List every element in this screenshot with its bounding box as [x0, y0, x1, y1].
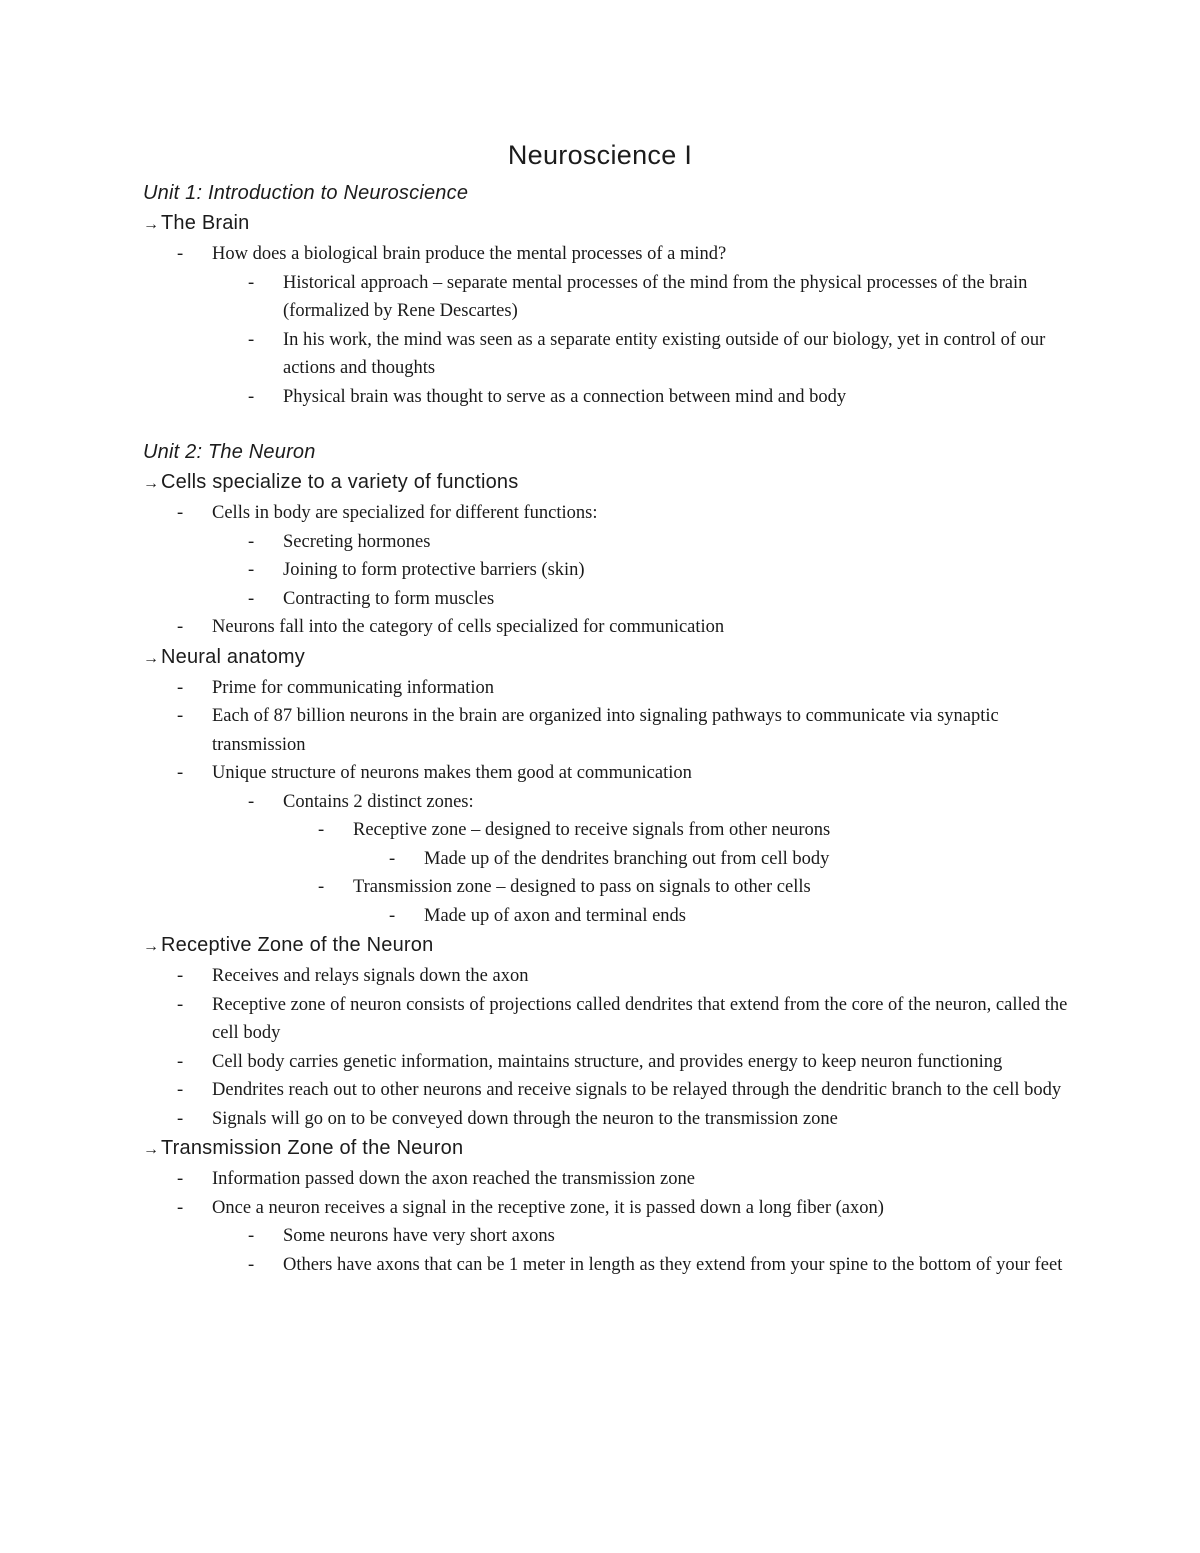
bullet-dash: - [177, 244, 184, 264]
topic-heading [143, 930, 1073, 962]
bullet-list [143, 962, 1073, 1133]
topic-label: Transmission Zone of the Neuron [161, 1137, 464, 1159]
list-item [143, 326, 1073, 383]
list-item-text: Others have axons that can be 1 meter in length as they extend from your spine to the bottom of your feet [283, 1254, 1063, 1275]
topic-heading [143, 1133, 1073, 1165]
bullet-dash: - [318, 820, 325, 840]
list-item [143, 1105, 1073, 1134]
bullet-list [143, 499, 1073, 642]
list-item-text: Once a neuron receives a signal in the receptive zone, it is passed down a long fiber (axon) [212, 1197, 884, 1218]
list-item-text: Receptive zone of neuron consists of projections called dendrites that extend from the core of the neuron, called the cell body [212, 994, 1068, 1043]
list-item-text: Secreting hormones [283, 531, 431, 552]
list-item [143, 759, 1073, 788]
list-item-text: Joining to form protective barriers (skin) [283, 560, 585, 580]
list-item-text: Contracting to form muscles [283, 588, 495, 609]
bullet-list [143, 240, 1073, 411]
arrow-right-icon: → [143, 216, 160, 233]
bullet-dash: - [248, 386, 255, 407]
list-item [143, 788, 1073, 817]
bullet-dash: - [177, 706, 184, 726]
list-item [143, 499, 1073, 528]
list-item-text: Receptive zone – designed to receive signals from other neurons [353, 820, 831, 840]
topic-heading [143, 467, 1073, 499]
list-item [143, 1222, 1073, 1251]
list-item-text: Prime for communicating information [212, 677, 495, 698]
bullet-dash: - [248, 791, 255, 812]
topic-label: The Brain [161, 212, 250, 234]
bullet-dash: - [248, 329, 255, 350]
bullet-dash: - [248, 272, 255, 293]
list-item-text: Contains 2 distinct zones: [283, 791, 474, 812]
list-item [143, 816, 1073, 845]
list-item-text: Cells in body are specialized for different functions: [212, 503, 598, 523]
list-item-text: Cell body carries genetic information, maintains structure, and provides energy to keep neuron functioning [212, 1051, 1003, 1072]
list-item [143, 902, 1073, 931]
topic-heading [143, 642, 1073, 674]
list-item-text: Made up of the dendrites branching out from cell body [424, 848, 830, 869]
bullet-dash: - [248, 560, 255, 580]
list-item [143, 1076, 1073, 1105]
list-item-text: Made up of axon and terminal ends [424, 905, 687, 926]
list-item [143, 269, 1073, 326]
list-item [143, 1194, 1073, 1223]
list-item-text: Some neurons have very short axons [283, 1226, 555, 1246]
list-item-text: Each of 87 billion neurons in the brain are organized into signaling pathways to communicate via synaptic transmission [212, 706, 999, 755]
bullet-dash: - [177, 763, 184, 783]
list-item-text: Physical brain was thought to serve as a connection between mind and body [283, 386, 847, 407]
list-item [143, 585, 1073, 614]
bullet-dash: - [248, 531, 255, 552]
bullet-dash: - [389, 848, 396, 869]
bullet-dash: - [177, 503, 184, 523]
list-item [143, 991, 1073, 1048]
list-item [143, 1165, 1073, 1194]
bullet-dash: - [177, 966, 184, 986]
bullet-dash: - [177, 677, 184, 698]
list-item [143, 613, 1073, 642]
list-item [143, 873, 1073, 902]
unit-heading: Unit 2: The Neuron [143, 441, 316, 463]
bullet-dash: - [248, 588, 255, 609]
list-item-text: Information passed down the axon reached the transmission zone [212, 1169, 695, 1189]
list-item [143, 1048, 1073, 1077]
bullet-dash: - [177, 994, 184, 1015]
bullet-dash: - [177, 1080, 184, 1100]
topic-label: Receptive Zone of the Neuron [161, 934, 434, 956]
bullet-dash: - [248, 1254, 255, 1275]
unit-heading: Unit 1: Introduction to Neuroscience [143, 182, 469, 204]
bullet-list [143, 1165, 1073, 1279]
topic-label: Neural anatomy [161, 645, 305, 668]
list-item-text: Historical approach – separate mental processes of the mind from the physical processes of the brain (formalized by Rene Descartes) [283, 272, 1028, 321]
list-item [143, 1251, 1073, 1280]
bullet-dash: - [248, 1226, 255, 1246]
bullet-dash: - [177, 1051, 184, 1072]
arrow-right-icon: → [143, 938, 160, 955]
topic-heading [143, 208, 1073, 240]
list-item [143, 962, 1073, 991]
bullet-dash: - [389, 905, 396, 926]
arrow-right-icon: → [143, 1141, 160, 1158]
bullet-dash: - [177, 617, 184, 637]
list-item-text: Unique structure of neurons makes them good at communication [212, 763, 692, 783]
list-item [143, 383, 1073, 412]
list-item-text: Signals will go on to be conveyed down through the neuron to the transmission zone [212, 1108, 838, 1129]
list-item-text: How does a biological brain produce the mental processes of a mind? [212, 244, 727, 264]
bullet-dash: - [177, 1197, 184, 1218]
bullet-dash: - [177, 1108, 184, 1129]
list-item-text: Dendrites reach out to other neurons and receive signals to be relayed through the dendritic branch to the cell body [212, 1080, 1062, 1100]
list-item-text: Neurons fall into the category of cells specialized for communication [212, 617, 725, 637]
arrow-right-icon: → [143, 649, 160, 667]
list-item [143, 240, 1073, 269]
list-item-text: Transmission zone – designed to pass on signals to other cells [353, 877, 811, 897]
arrow-right-icon: → [143, 475, 160, 492]
bullet-dash: - [177, 1169, 184, 1189]
list-item [143, 702, 1073, 759]
bullet-list [143, 674, 1073, 931]
page-title: Neuroscience I [507, 140, 693, 170]
list-item [143, 528, 1073, 557]
list-item-text: In his work, the mind was seen as a separate entity existing outside of our biology, yet in control of our actions and thoughts [283, 329, 1046, 378]
list-item [143, 845, 1073, 874]
topic-label: Cells specialize to a variety of functions [161, 471, 519, 493]
list-item [143, 674, 1073, 703]
bullet-dash: - [318, 877, 325, 897]
document-body [143, 178, 1073, 1279]
list-item [143, 556, 1073, 585]
list-item-text: Receives and relays signals down the axon [212, 966, 529, 986]
